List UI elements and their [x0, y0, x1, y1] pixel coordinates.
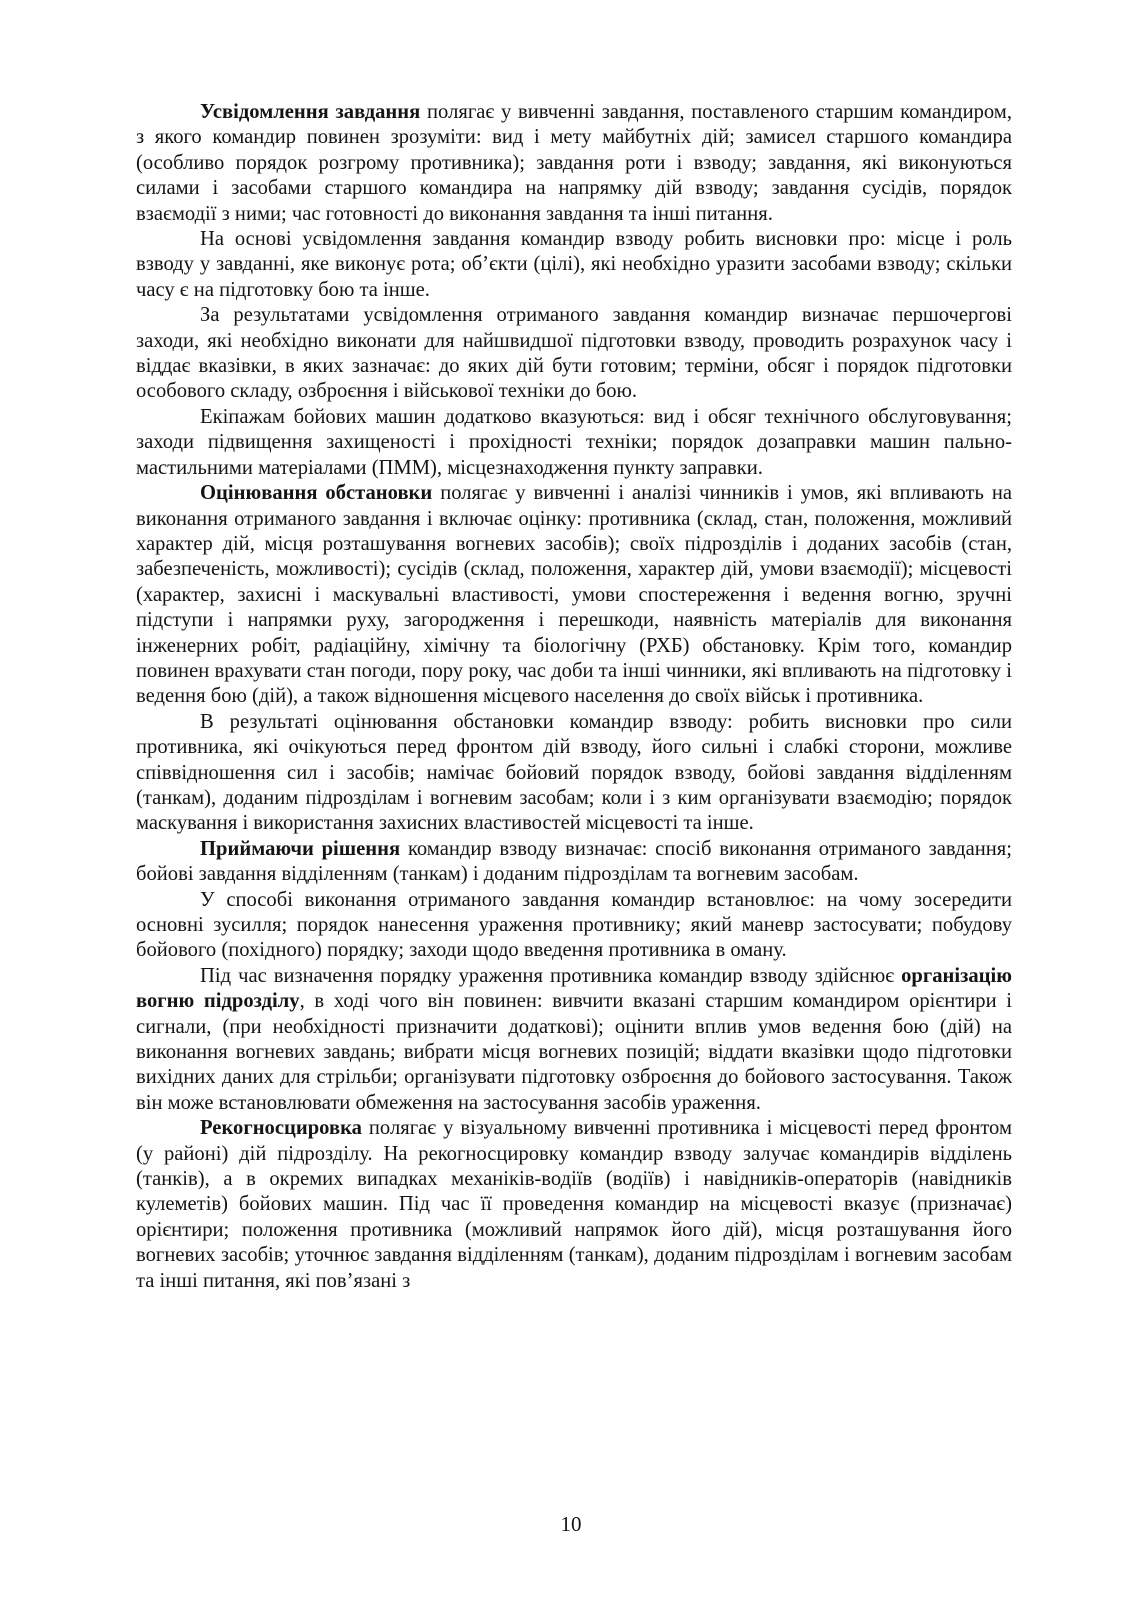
paragraph-decision — [136, 837, 1012, 888]
paragraph-text: Екіпажам бойових машин додатково вказуються: вид і обсяг технічного обслуговування; заходи підвищення захищеності і прохідності техніки; порядок дозаправки машин пально-мастильними матеріалами (ПММ), місцезнаходження пункту заправки. — [136, 405, 1012, 479]
paragraph-text: У способі виконання отриманого завдання командир встановлює: на чому зосередити основні зусилля; порядок нанесення ураження противнику; який маневр застосувати; побудову бойового (похідного) порядку; заходи щодо введення противника в оману. — [136, 888, 1012, 962]
paragraph-method — [136, 888, 1012, 964]
page-number: 10 — [560, 1512, 582, 1536]
paragraph-text: полягає у вивченні і аналізі чинників і умов, які впливають на виконання отриманого завдання і включає оцінку: противника (склад, стан, положення, можливий характер дій, місця розташування вогневих засобів); своїх підрозділів і доданих засобів (стан, забезпеченість, можливості); сусідів (склад, положення, характер дій, умови взаємодії); місцевості (характер, захисні і маскувальні властивості, умови спостереження і ведення вогню, зручні підступи і напрямки руху, загородження і перешкоди, наявність матеріалів для виконання інженерних робіт, радіаційну, хімічну та біологічну (РХБ) обстановку. Крім того, командир повинен врахувати стан погоди, пору року, час доби та інші чинники, які впливають на підготовку і ведення бою (дій), а також відношення місцевого населення до своїх військ і противника. — [136, 482, 1012, 708]
paragraph-text: В результаті оцінювання обстановки командир взводу: робить висновки про сили противника, які очікуються перед фронтом дій взводу, його сильні і слабкі сторони, можливе співвідношення сил і засобів; намічає бойовий порядок взводу, бойові завдання відділенням (танкам), доданим підрозділам і вогневим засобам; коли і з ким організувати взаємодію; порядок маскування і використання захисних властивостей місцевості та інше. — [136, 710, 1012, 835]
paragraph-conclusions — [136, 227, 1012, 303]
paragraph-task-understanding — [136, 100, 1012, 227]
paragraph-fire-organization — [136, 964, 1012, 1116]
paragraph-priority-measures — [136, 303, 1012, 405]
bold-term: Приймаючи рішення — [200, 837, 401, 860]
document-body — [136, 100, 1012, 1294]
paragraph-text: На основі усвідомлення завдання командир взводу робить висновки про: місце і роль взводу у завданні, яке виконує рота; об’єкти (цілі), які необхідно уразити засобами взводу; скільки часу є на підготовку бою та інше. — [136, 228, 1012, 301]
paragraph-text: , в ході чого він повинен: вивчити вказані старшим командиром орієнтири і сигнали, (при необхідності призначити додаткові); оцінити вплив умов ведення бою (дій) на виконання вогневих завдань; вибрати місця вогневих позицій; віддати вказівки щодо підготовки вихідних даних для стрільби; організувати підготовку озброєння до бойового застосування. Також він може встановлювати обмеження на застосування засобів ураження. — [136, 990, 1012, 1114]
paragraph-reconnaissance — [136, 1116, 1012, 1294]
paragraph-text: Під час визначення порядку ураження противника командир взводу здійснює — [200, 964, 902, 987]
paragraph-text: За результатами усвідомлення отриманого завдання командир визначає першочергові заходи, які необхідно виконати для найшвидшої підготовки взводу, проводить розрахунок часу і віддає вказівки, в яких зазначає: до яких дій бути готовим; терміни, обсяг і порядок підготовки особового складу, озброєння і військової техніки до бою. — [136, 304, 1012, 403]
paragraph-text: полягає у вивченні завдання, поставленого старшим командиром, з якого командир повинен зрозуміти: вид і мету майбутніх дій; замисел старшого командира (особливо порядок розгрому противника); завдання роти і взводу; завдання, які виконуються силами і засобами старшого командира на напрямку дій взводу; завдання сусідів, порядок взаємодії з ними; час готовності до виконання завдання та інші питання. — [136, 101, 1012, 225]
paragraph-assessment-results — [136, 710, 1012, 837]
bold-term: Оцінювання обстановки — [200, 482, 433, 505]
paragraph-text: командир взводу визначає: спосіб виконання отриманого завдання; бойові завдання відділенням (танкам) і доданим підрозділам та вогневим засобам. — [136, 837, 1012, 886]
paragraph-crews — [136, 405, 1012, 481]
paragraph-text: полягає у візуальному вивченні противника і місцевості перед фронтом (у районі) дій підрозділу. На рекогносцировку командир взводу залучає командирів відділень (танків), а в окремих випадках механіків-водіїв (водіїв) і навідників-операторів (навідників кулеметів) бойових машин. Під час її проведення командир на місцевості вказує (призначає) орієнтири; положення противника (можливий напрямок його дій), місця розташування його вогневих засобів; уточнює завдання відділенням (танкам), доданим підрозділам і вогневим засобам та інші питання, які пов’язані з — [136, 1117, 1012, 1292]
bold-term: Усвідомлення завдання — [200, 101, 421, 123]
paragraph-situation-assessment — [136, 481, 1012, 710]
bold-term: Рекогносцировка — [200, 1117, 362, 1140]
bold-term: організацію вогню підрозділу — [136, 964, 1012, 1013]
